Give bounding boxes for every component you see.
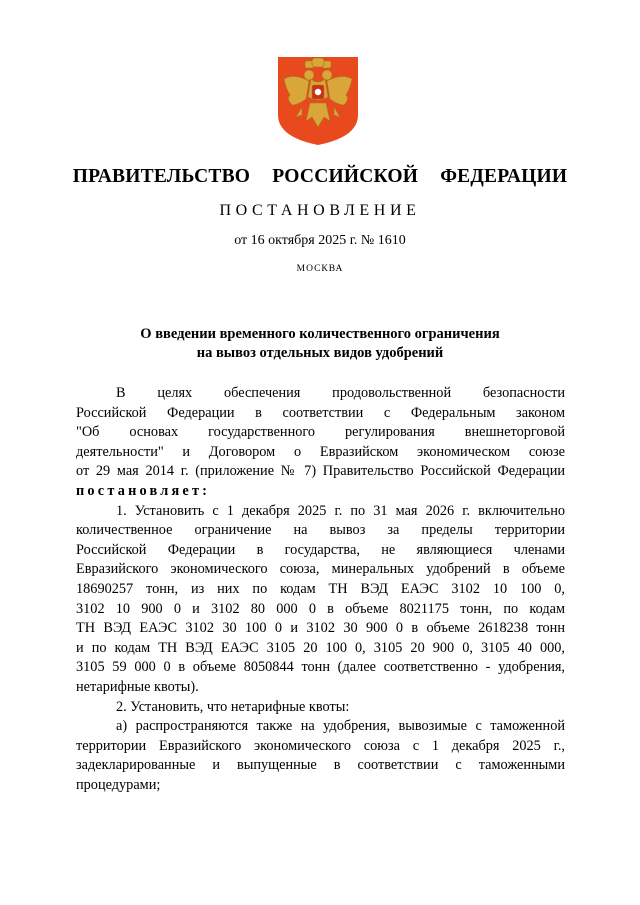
body-line: 18690257 тонн, из них по кодам ТН ВЭД ЕАЭС 3102 10 100 0, [76,580,565,597]
body-line: территории Евразийского экономического союза с 1 декабря 2025 г., [76,737,565,754]
government-title: ПРАВИТЕЛЬСТВО РОССИЙСКОЙ ФЕДЕРАЦИИ [72,166,568,187]
body-line: от 29 мая 2014 г. (приложение № 7) Правительство Российской Федерации [76,463,565,480]
body-line: 3102 10 900 0 и 3102 80 000 0 в объеме 8021175 тонн, по кодам [76,600,565,617]
document-body [76,384,565,795]
document-heading [0,325,640,363]
body-line: задекларированные и выпущенные в соответствии с таможенными [76,757,565,774]
body-line: ТН ВЭД ЕАЭС 3102 30 100 0 и 3102 30 900 0 в объеме 2618238 тонн [76,620,565,637]
body-line: 1. Установить с 1 декабря 2025 г. по 31 мая 2026 г. включительно [116,502,565,519]
body-line: 3105 59 000 0 в объеме 8050844 тонн (далее соответственно - удобрения, [76,659,565,676]
body-line: процедурами; [76,776,161,793]
heading-line: на вывоз отдельных видов удобрений [196,345,444,361]
decree-word: постановляет: [76,482,211,499]
body-line: деятельности" и Договором о Евразийском экономическом союзе [76,443,565,460]
body-line: "Об основах государственного регулирования внешнеторговой [76,424,565,441]
body-line: а) распространяются также на удобрения, вывозимые с таможенной [116,718,565,735]
body-line: В целях обеспечения продовольственной безопасности [116,385,565,401]
body-line: 2. Установить, что нетарифные квоты: [116,698,350,715]
body-line: Евразийского экономического союза, минеральных удобрений в объеме [76,561,565,578]
document-type: ПОСТАНОВЛЕНИЕ [219,202,421,219]
body-line: Российской Федерации в государства, не являющиеся членами [76,541,565,558]
body-line: и по кодам ТН ВЭД ЕАЭС 3105 20 100 0, 3105 20 900 0, 3105 40 000, [76,639,565,656]
body-line: количественное ограничение на вывоз за пределы территории [76,522,565,539]
body-line: нетарифные квоты). [76,678,199,695]
body-line: Российской Федерации в соответствии с Федеральным законом [76,404,565,421]
document-city: МОСКВА [296,264,344,274]
document-date: от 16 октября 2025 г. № 1610 [234,233,406,248]
heading-line: О введении временного количественного ограничения [140,326,500,342]
coat-of-arms-icon [276,55,360,147]
